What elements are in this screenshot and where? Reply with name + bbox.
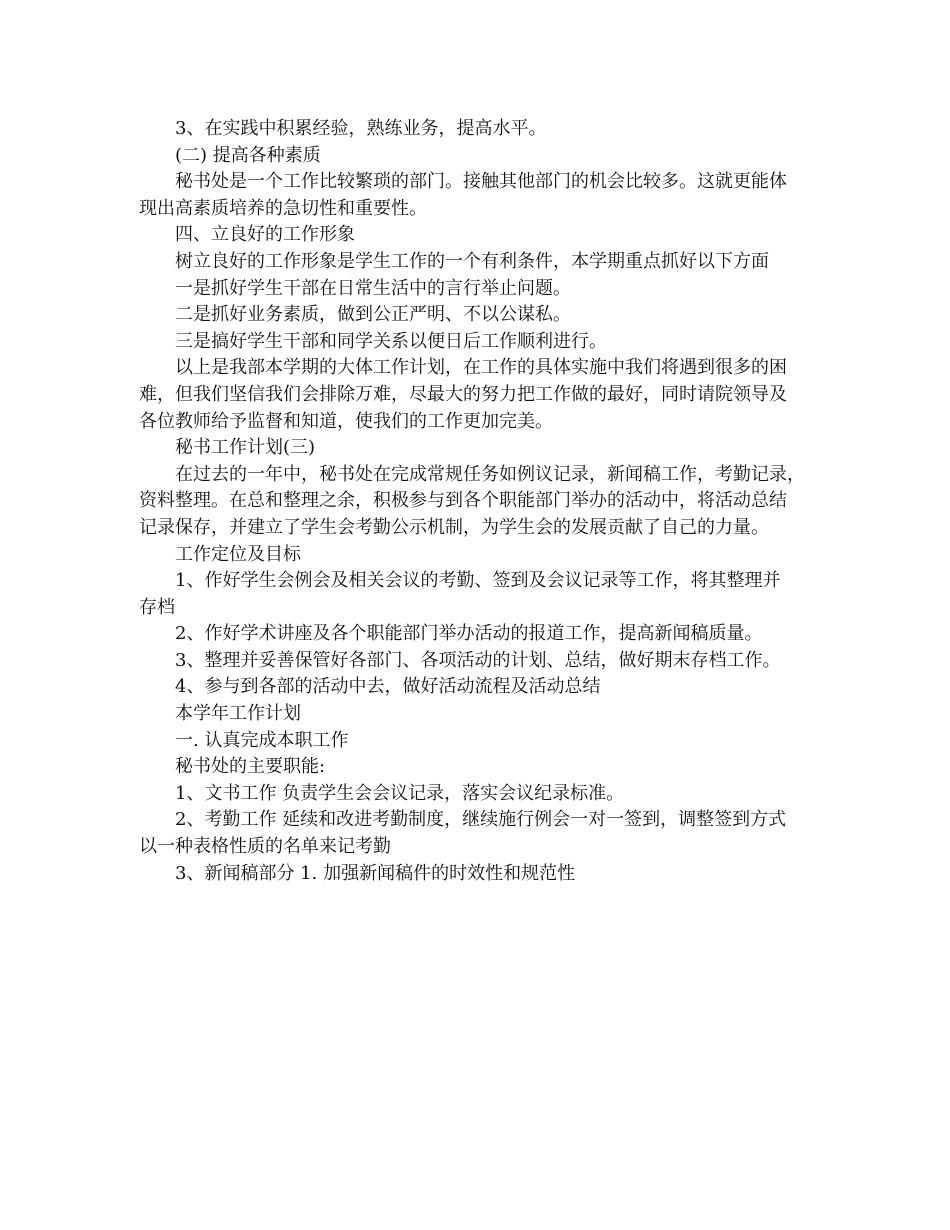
text-line: 难，但我们坚信我们会排除万难，尽最大的努力把工作做的最好，同时请院领导及 (139, 383, 787, 405)
section-heading: 本学年工作计划 (175, 703, 301, 725)
section-heading: (二) 提高各种素质 (175, 144, 321, 166)
section-heading: 工作定位及目标 (175, 543, 301, 565)
text-line: 资料整理。在总和整理之余，积极参与到各个职能部门举办的活动中，将活动总结 (139, 490, 787, 512)
text-line: 存档 (139, 596, 175, 618)
list-item: 2、考勤工作 延续和改进考勤制度，继续施行例会一对一签到，调整签到方式 (175, 809, 787, 831)
document-body (139, 116, 819, 887)
text-line: 以上是我部本学期的大体工作计划，在工作的具体实施中我们将遇到很多的困 (175, 357, 787, 379)
text-line: 一是抓好学生干部在日常生活中的言行举止问题。 (175, 277, 571, 299)
list-item: 3、整理并妥善保管好各部门、各项活动的计划、总结，做好期末存档工作。 (175, 649, 781, 671)
text-line: 3、在实践中积累经验，熟练业务，提高水平。 (175, 118, 547, 139)
section-heading: 一. 认真完成本职工作 (175, 729, 349, 751)
list-item: 3、新闻稿部分 1. 加强新闻稿件的时效性和规范性 (175, 862, 576, 884)
text-line: 现出高素质培养的急切性和重要性。 (139, 197, 427, 219)
text-line: 以一种表格性质的名单来记考勤 (139, 836, 391, 858)
section-heading: 四、立良好的工作形象 (175, 224, 355, 246)
text-line: 在过去的一年中，秘书处在完成常规任务如例议记录，新闻稿工作，考勤记录， (175, 463, 805, 485)
text-line: 树立良好的工作形象是学生工作的一个有利条件，本学期重点抓好以下方面 (175, 250, 769, 272)
list-item: 4、参与到各部的活动中去，做好活动流程及活动总结 (175, 676, 601, 698)
text-line: 秘书处的主要职能: (175, 756, 326, 778)
list-item: 1、作好学生会例会及相关会议的考勤、签到及会议记录等工作，将其整理并 (175, 570, 781, 592)
text-line: 三是搞好学生干部和同学关系以便日后工作顺利进行。 (175, 330, 607, 352)
list-item: 2、作好学术讲座及各个职能部门举办活动的报道工作，提高新闻稿质量。 (175, 623, 763, 645)
section-heading: 秘书工作计划(三) (175, 437, 316, 459)
list-item: 1、文书工作 负责学生会会议记录，落实会议纪录标准。 (175, 782, 625, 804)
text-line: 记录保存，并建立了学生会考勤公示机制，为学生会的发展贡献了自己的力量。 (139, 516, 769, 538)
text-line: 秘书处是一个工作比较繁琐的部门。接触其他部门的机会比较多。这就更能体 (175, 171, 787, 193)
text-line: 二是抓好业务素质，做到公正严明、不以公谋私。 (175, 304, 571, 326)
text-line: 各位教师给予监督和知道，使我们的工作更加完美。 (139, 410, 553, 432)
